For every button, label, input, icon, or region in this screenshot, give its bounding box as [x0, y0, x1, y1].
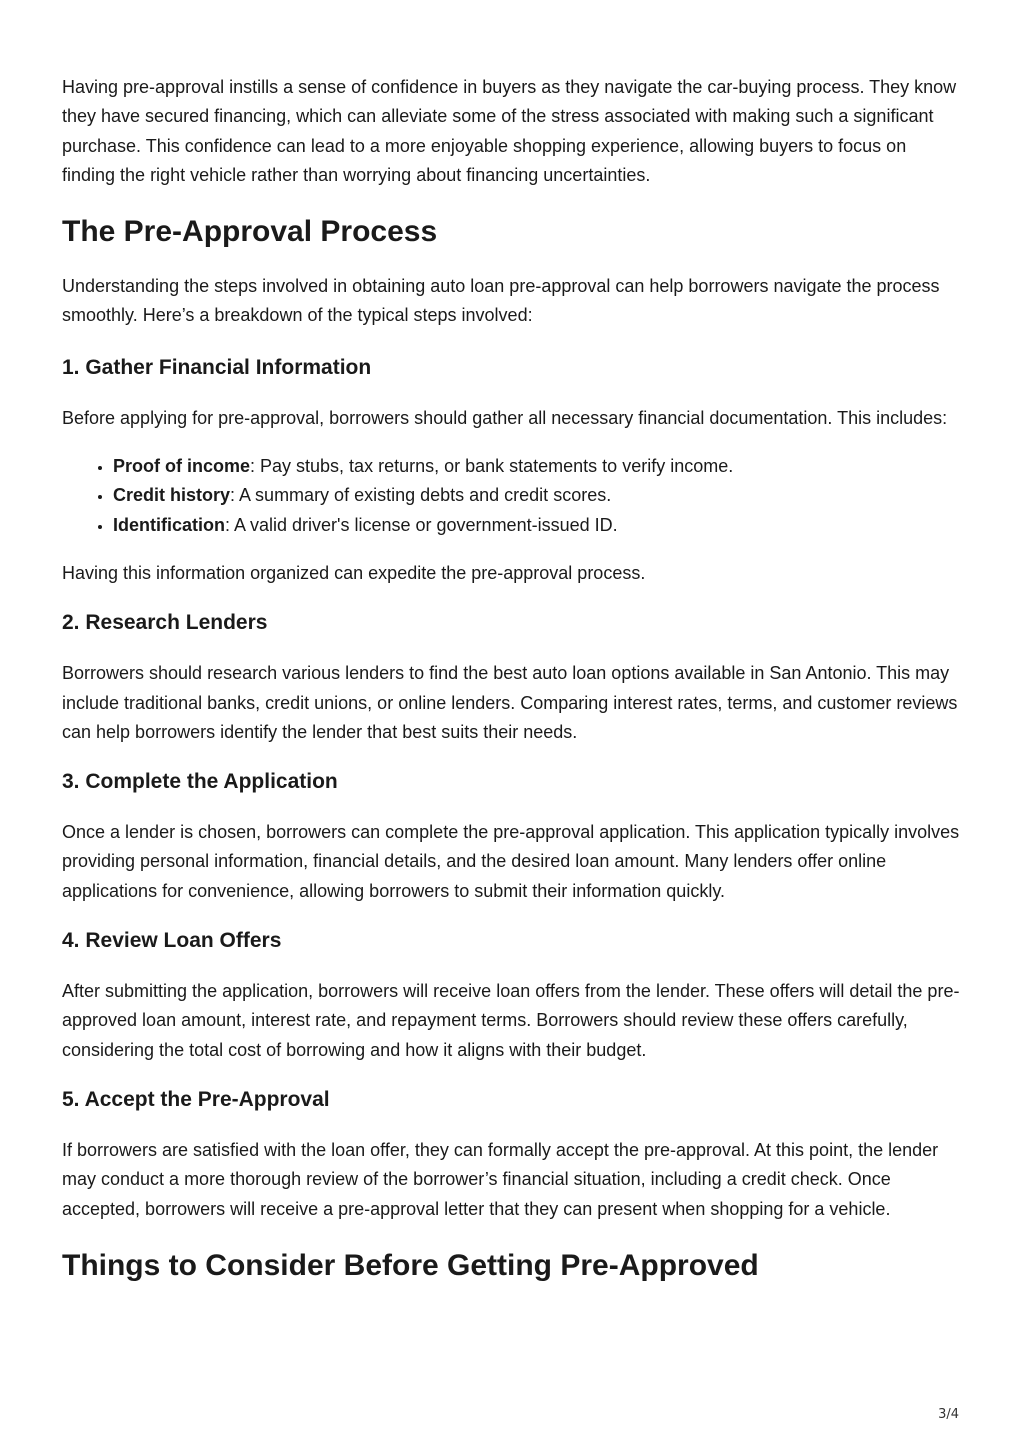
intro-paragraph: Having pre-approval instills a sense of confidence in buyers as they navigate the car-buying process. They know they have secured financing, which can alleviate some of the stress associated with making such a significant purchase. This confidence can lead to a more enjoyable shopping experience, allowing buyers to focus on finding the right vehicle rather than worrying about financing uncertainties. — [62, 77, 957, 185]
step-4-heading: 4. Review Loan Offers — [62, 929, 282, 953]
step-3-heading: 3. Complete the Application — [62, 770, 338, 794]
list-item-term: Proof of income — [113, 456, 251, 477]
step-1-after-paragraph: Having this information organized can expedite the pre-approval process. — [62, 562, 646, 583]
step-1-heading: 1. Gather Financial Information — [62, 355, 372, 379]
process-section-heading: The Pre-Approval Process — [62, 215, 438, 249]
list-item — [113, 452, 962, 481]
list-item — [113, 481, 962, 510]
step-5-paragraph: If borrowers are satisfied with the loan offer, they can formally accept the pre-approval. At this point, the lender may conduct a more thorough review of the borrower’s financial situation, including a credit check. Once accepted, borrowers will receive a pre-approval letter that they can present when shopping for a vehicle. — [62, 1139, 939, 1219]
list-item — [113, 511, 962, 540]
list-item-description: : A summary of existing debts and credit scores. — [230, 485, 612, 506]
list-item-description: : Pay stubs, tax returns, or bank statements to verify income. — [250, 456, 734, 477]
step-5-heading: 5. Accept the Pre-Approval — [62, 1087, 330, 1111]
list-item-term: Credit history — [113, 485, 231, 506]
document-page — [62, 73, 962, 1284]
financial-documents-list — [62, 452, 962, 540]
step-3-paragraph: Once a lender is chosen, borrowers can complete the pre-approval application. This application typically involves providing personal information, financial details, and the desired loan amount. Many lenders offer online applications for convenience, allowing borrowers to submit their information quickly. — [62, 822, 960, 901]
step-1-paragraph: Before applying for pre-approval, borrowers should gather all necessary financial documentation. This includes: — [62, 407, 948, 428]
considerations-section-heading: Things to Consider Before Getting Pre-Approved — [62, 1248, 759, 1282]
step-2-paragraph: Borrowers should research various lenders to find the best auto loan options available in San Antonio. This may include traditional banks, credit unions, or online lenders. Comparing interest rates, terms, and customer reviews can help borrowers identify the lender that best suits their needs. — [62, 663, 958, 742]
list-item-description: : A valid driver's license or government-issued ID. — [225, 514, 618, 535]
list-item-term: Identification — [113, 514, 225, 535]
page-number: 3/4 — [938, 1407, 959, 1422]
step-4-paragraph: After submitting the application, borrowers will receive loan offers from the lender. These offers will detail the pre-approved loan amount, interest rate, and repayment terms. Borrowers should review these offers carefully, considering the total cost of borrowing and how it aligns with their budget. — [62, 981, 960, 1060]
process-intro-paragraph: Understanding the steps involved in obtaining auto loan pre-approval can help borrowers navigate the process smoothly. Here’s a breakdown of the typical steps involved: — [62, 276, 940, 326]
step-2-heading: 2. Research Lenders — [62, 611, 268, 635]
